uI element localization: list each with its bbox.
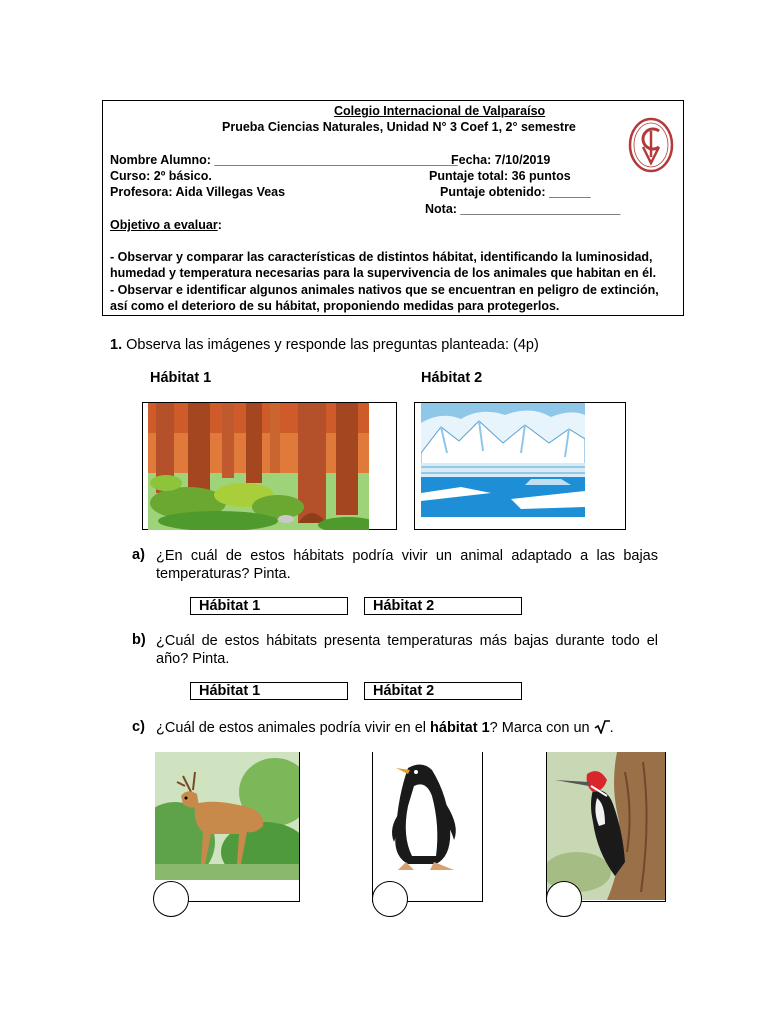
sub-c-text: ¿Cuál de estos animales podría vivir en el hábitat 1? Marca con un . bbox=[156, 720, 614, 736]
woodpecker-answer-circle[interactable] bbox=[546, 881, 582, 917]
grade-field: Nota: _______________________ bbox=[425, 202, 621, 216]
school-logo bbox=[628, 117, 674, 173]
penguin-answer-circle[interactable] bbox=[372, 881, 408, 917]
deer-picture bbox=[155, 752, 299, 880]
sub-b-text: ¿Cuál de estos hábitats presenta temperaturas más bajas durante todo el año? Pinta. bbox=[156, 633, 658, 667]
student-name-field: Nombre Alumno: ___________________________________ bbox=[110, 153, 458, 167]
obtained-score: Puntaje obtenido: ______ bbox=[440, 185, 591, 199]
forest-picture bbox=[148, 403, 369, 530]
course: Curso: 2º básico. bbox=[110, 169, 212, 183]
habitat-1-title: Hábitat 1 bbox=[150, 370, 212, 386]
teacher: Profesora: Aida Villegas Veas bbox=[110, 185, 286, 199]
objective-1-line2: humedad y temperatura necesarias para la supervivencia de los animales que habitan en él. bbox=[110, 266, 657, 280]
deer-answer-circle[interactable] bbox=[153, 881, 189, 917]
question-1: 1. Observa las imágenes y responde las preguntas planteada: (4p) bbox=[110, 337, 539, 353]
total-score: Puntaje total: 36 puntos bbox=[429, 169, 571, 183]
snow-picture bbox=[421, 403, 585, 517]
objective-1-line1: - Observar y comparar las características de distintos hábitat, identificando la luminosidad, bbox=[110, 250, 653, 264]
sub-b-option-2[interactable]: Hábitat 2 bbox=[364, 682, 522, 700]
woodpecker-picture bbox=[547, 752, 665, 900]
date: Fecha: 7/10/2019 bbox=[451, 153, 551, 167]
sub-b-label: b) bbox=[132, 632, 146, 648]
sub-a-option-1[interactable]: Hábitat 1 bbox=[190, 597, 348, 615]
school-name: Colegio Internacional de Valparaíso bbox=[334, 104, 546, 118]
sub-a-text: ¿En cuál de estos hábitats podría vivir un animal adaptado a las bajas temperaturas? Pinta. bbox=[156, 548, 658, 582]
test-title: Prueba Ciencias Naturales, Unidad N° 3 Coef 1, 2° semestre bbox=[222, 120, 576, 134]
sub-b-option-1[interactable]: Hábitat 1 bbox=[190, 682, 348, 700]
objective-heading: Objetivo a evaluar: bbox=[110, 218, 222, 232]
header-box bbox=[102, 100, 684, 316]
checkmark-icon bbox=[594, 720, 610, 734]
sub-a-option-2[interactable]: Hábitat 2 bbox=[364, 597, 522, 615]
habitat-2-title: Hábitat 2 bbox=[421, 370, 483, 386]
objective-2-line1: - Observar e identificar algunos animales nativos que se encuentran en peligro de extinción, bbox=[110, 283, 659, 297]
penguin-picture bbox=[378, 756, 476, 876]
sub-c-label: c) bbox=[132, 719, 145, 735]
sub-a-label: a) bbox=[132, 547, 145, 563]
objective-2-line2: así como el deterioro de su hábitat, proponiendo medidas para protegerlos. bbox=[110, 299, 560, 313]
